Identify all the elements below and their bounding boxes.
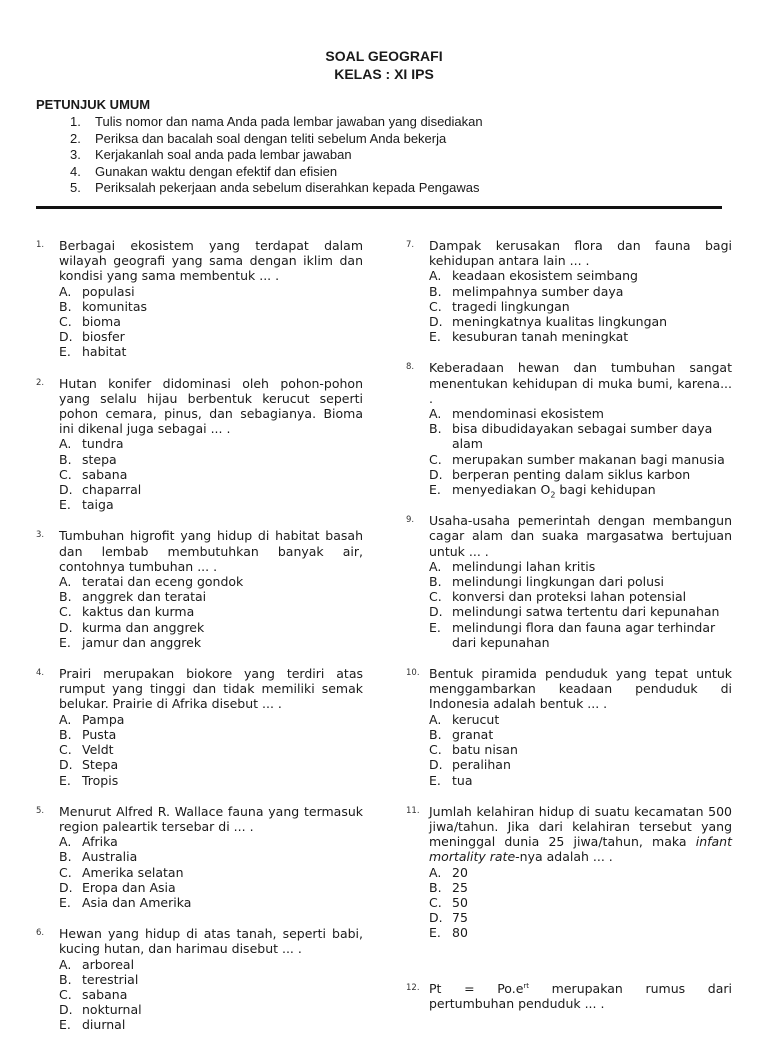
class-label: KELAS : XI IPS (334, 66, 434, 82)
option-letter: B. (59, 298, 72, 314)
option-letter: C. (59, 466, 72, 482)
option-text: peralihan (452, 757, 511, 773)
instruction-text: Kerjakanlah soal anda pada lembar jawaban (95, 147, 352, 162)
answer-option[interactable] (429, 406, 732, 421)
option-letter: A. (429, 711, 442, 727)
option-text: 20 (452, 864, 468, 880)
answer-option[interactable] (59, 757, 363, 772)
instruction-item (70, 164, 483, 181)
option-letter: E. (429, 772, 441, 788)
option-letter: C. (59, 986, 72, 1002)
question-stem: Menurut Alfred R. Wallace fauna yang termasuk region paleartik tersebar di ... . (59, 803, 363, 834)
option-text: melindungi satwa tertentu dari kepunahan (452, 604, 720, 620)
answer-option[interactable] (429, 421, 732, 451)
stem-text: -nya adalah ... . (515, 849, 613, 865)
question-stem: Tumbuhan higrofit yang hidup di habitat basah dan lembab membutuhkan banyak air, contohnya tumbuhan ... . (59, 528, 363, 574)
answer-options (429, 268, 732, 344)
option-text: taiga (82, 497, 114, 513)
question-4 (36, 666, 363, 788)
answer-option[interactable] (59, 727, 363, 742)
option-text: melindungi lingkungan dari polusi (452, 574, 665, 590)
answer-option[interactable] (59, 849, 363, 864)
answer-option[interactable] (429, 559, 732, 574)
question-number: 4. (36, 668, 45, 679)
option-letter: D. (429, 314, 443, 330)
question-11 (406, 804, 732, 941)
answer-option[interactable] (429, 329, 732, 344)
answer-options (59, 574, 363, 650)
option-text: Afrika (82, 834, 118, 850)
option-letter: D. (429, 604, 443, 620)
header-divider (36, 206, 722, 209)
question-7 (406, 238, 732, 344)
question-stem: Berbagai ekosistem yang terdapat dalam wilayah geografi yang sama dengan iklim dan kondisi yang sama membentuk ... . (59, 238, 363, 284)
answer-option[interactable] (429, 895, 732, 910)
answer-option[interactable] (59, 865, 363, 880)
questions-right-column (406, 238, 736, 1027)
option-letter: D. (59, 619, 73, 635)
answer-option[interactable] (429, 910, 732, 925)
answer-option[interactable] (429, 742, 732, 757)
option-text: bioma (82, 314, 121, 330)
question-number: 1. (36, 240, 45, 250)
answer-option[interactable] (59, 1002, 363, 1017)
answer-option[interactable] (429, 314, 732, 329)
option-text: sabana (82, 986, 128, 1002)
answer-option[interactable] (59, 1017, 363, 1032)
answer-option[interactable] (429, 452, 732, 467)
answer-option[interactable] (429, 284, 732, 299)
question-stem: Dampak kerusakan flora dan fauna bagi kehidupan antara lain ... . (429, 238, 732, 269)
option-text: Pusta (82, 726, 117, 742)
answer-options (59, 712, 363, 788)
answer-option[interactable] (59, 834, 363, 849)
question-stem: Bentuk piramida penduduk yang tepat untuk menggambarkan keadaan penduduk di Indonesia adalah bentuk ... . (429, 666, 732, 712)
instructions-heading: PETUNJUK UMUM (36, 97, 151, 112)
answer-option[interactable] (429, 299, 732, 314)
option-text: anggrek dan teratai (82, 589, 207, 605)
questions-left-column (36, 238, 363, 1049)
option-letter: B. (59, 589, 72, 605)
answer-option[interactable] (59, 497, 363, 512)
option-letter: B. (429, 283, 442, 299)
stem-text: Jumlah kelahiran hidup di suatu kecamatan 500 jiwa/tahun. Jika dari kelahiran tersebut yang meninggal dunia 25 jiwa/tahun, maka (429, 803, 732, 850)
option-text: meningkatnya kualitas lingkungan (452, 314, 668, 330)
answer-option[interactable] (59, 712, 363, 727)
answer-options (59, 436, 363, 512)
option-text: kerucut (452, 711, 500, 727)
answer-options (429, 559, 732, 650)
option-letter: A. (59, 436, 72, 452)
question-number: 7. (406, 240, 415, 250)
question-12 (406, 980, 736, 1011)
option-text: 80 (452, 925, 468, 941)
option-letter: E. (59, 497, 71, 513)
stem-italic-term: infant mortality rate (429, 834, 732, 865)
answer-options (59, 834, 363, 910)
answer-option[interactable] (429, 880, 732, 895)
question-stem: Usaha-usaha pemerintah dengan membangun cagar alam dan suaka margasatwa bertujuan untuk ... . (429, 513, 732, 559)
option-text: nokturnal (82, 1002, 142, 1018)
question-number: 9. (406, 515, 415, 526)
option-letter: D. (59, 329, 73, 345)
option-letter: C. (429, 894, 442, 910)
option-letter: E. (59, 344, 71, 360)
answer-option[interactable] (59, 284, 363, 299)
option-letter: A. (59, 283, 72, 299)
stem-text: merupakan rumus dari pertumbuhan penduduk ... . (429, 980, 736, 1011)
option-text: tragedi lingkungan (452, 298, 570, 314)
answer-options (429, 712, 732, 788)
option-letter: C. (429, 298, 442, 314)
option-text: melindungi lahan kritis (452, 558, 596, 574)
option-text: Eropa dan Asia (82, 879, 176, 895)
option-text: melimpahnya sumber daya (452, 283, 624, 299)
option-text: 75 (452, 910, 468, 926)
question-stem: Hutan konifer didominasi oleh pohon-pohon yang selalu hijau berbentuk kerucut seperti pohon cemara, pinus, dan sebagianya. Bioma ini dikenal juga sebagai ... . (59, 375, 363, 437)
instruction-item (70, 131, 483, 148)
option-letter: C. (59, 314, 72, 330)
option-text-part: bagi kehidupan (555, 482, 656, 498)
option-text: bisa dibudidayakan sebagai sumber daya alam (452, 421, 713, 452)
option-letter: B. (429, 574, 442, 590)
option-letter: A. (59, 834, 72, 850)
answer-option[interactable] (59, 773, 363, 788)
option-text: stepa (82, 451, 117, 467)
option-letter: B. (59, 971, 72, 987)
option-letter: A. (429, 558, 442, 574)
option-text: Tropis (82, 772, 119, 788)
option-letter: E. (59, 1017, 71, 1033)
option-letter: B. (429, 726, 442, 742)
option-text: Stepa (82, 757, 119, 773)
question-number: 2. (36, 377, 45, 388)
answer-option[interactable] (429, 467, 732, 482)
option-letter: D. (429, 910, 443, 926)
option-letter: D. (59, 757, 73, 773)
option-letter: A. (59, 711, 72, 727)
instruction-item (70, 114, 483, 131)
answer-options (59, 957, 363, 1033)
option-text: tundra (82, 436, 124, 452)
option-letter: B. (429, 421, 442, 437)
option-text: Asia dan Amerika (82, 894, 192, 910)
instruction-text: Periksalah pekerjaan anda sebelum diserahkan kepada Pengawas (95, 180, 480, 195)
instruction-number: 4. (70, 163, 81, 179)
option-text: 25 (452, 879, 468, 895)
option-letter: E. (59, 894, 71, 910)
answer-options (59, 284, 363, 360)
option-text (452, 482, 732, 500)
option-letter: E. (429, 482, 441, 498)
instruction-item (70, 147, 483, 164)
option-letter: C. (59, 742, 72, 758)
answer-option[interactable] (59, 620, 363, 635)
answer-option[interactable] (59, 987, 363, 1002)
answer-option[interactable] (59, 344, 363, 359)
option-text: Amerika selatan (82, 864, 184, 880)
answer-option[interactable] (429, 268, 732, 283)
option-letter: C. (59, 864, 72, 880)
answer-option[interactable] (59, 604, 363, 619)
option-letter: B. (59, 726, 72, 742)
option-text: merupakan sumber makanan bagi manusia (452, 451, 725, 467)
option-text: sabana (82, 466, 128, 482)
option-letter: B. (59, 849, 72, 865)
answer-option[interactable] (59, 957, 363, 972)
option-letter: D. (59, 1002, 73, 1018)
question-number: 11. (406, 805, 420, 816)
answer-option[interactable] (429, 773, 732, 788)
option-text: mendominasi ekosistem (452, 406, 604, 422)
answer-option[interactable] (429, 865, 732, 880)
option-text: terestrial (82, 971, 139, 987)
answer-option[interactable] (59, 589, 363, 604)
option-text: teratai dan eceng gondok (82, 574, 244, 590)
question-stem: Hewan yang hidup di atas tanah, seperti babi, kucing hutan, dan harimau disebut ... . (59, 926, 363, 957)
instruction-text: Periksa dan bacalah soal dengan teliti sebelum Anda bekerja (95, 130, 447, 146)
instruction-text: Gunakan waktu dengan efektif dan efisien (95, 163, 338, 179)
instruction-number: 2. (70, 130, 81, 146)
question-number: 6. (36, 928, 45, 939)
option-text: habitat (82, 344, 127, 360)
answer-option[interactable] (59, 635, 363, 650)
option-text: Australia (82, 849, 138, 865)
stem-text: Pt = Po.e (429, 980, 524, 996)
answer-option[interactable] (429, 757, 732, 772)
option-text: diurnal (82, 1017, 126, 1033)
option-letter: B. (59, 451, 72, 467)
option-text: komunitas (82, 298, 148, 314)
answer-option[interactable] (59, 880, 363, 895)
option-text: jamur dan anggrek (82, 634, 202, 650)
option-text: chaparral (82, 482, 142, 498)
option-letter: E. (429, 619, 441, 635)
instruction-item (70, 180, 483, 197)
answer-option[interactable] (59, 314, 363, 329)
option-text: granat (452, 726, 494, 742)
question-number: 10. (406, 668, 420, 679)
question-stem: Prairi merupakan biokore yang terdiri atas rumput yang tinggi dan tidak memiliki semak belukar. Prairie di Afrika disebut ... . (59, 666, 363, 712)
answer-option[interactable] (59, 895, 363, 910)
option-text: biosfer (82, 329, 125, 345)
option-text: batu nisan (452, 742, 518, 758)
option-letter: A. (59, 956, 72, 972)
question-number: 8. (406, 362, 415, 373)
answer-option[interactable] (59, 436, 363, 451)
answer-option[interactable] (429, 589, 732, 604)
option-letter: D. (429, 466, 443, 482)
question-3 (36, 528, 363, 650)
instruction-text: Tulis nomor dan nama Anda pada lembar jawaban yang disediakan (95, 114, 483, 129)
question-stem (429, 804, 732, 865)
option-letter: E. (59, 634, 71, 650)
question-10 (406, 666, 732, 788)
question-1 (36, 238, 363, 360)
answer-option[interactable] (59, 742, 363, 757)
answer-option[interactable] (59, 452, 363, 467)
option-letter: C. (59, 604, 72, 620)
option-letter: D. (59, 879, 73, 895)
answer-option[interactable] (429, 574, 732, 589)
option-letter: E. (429, 329, 441, 345)
option-letter: B. (429, 879, 442, 895)
answer-option[interactable] (59, 329, 363, 344)
option-letter: C. (429, 451, 442, 467)
answer-option[interactable] (429, 620, 732, 650)
option-text: tua (452, 772, 473, 788)
answer-option[interactable] (429, 604, 732, 619)
question-number: 5. (36, 805, 45, 816)
option-text: Pampa (82, 711, 125, 727)
answer-options (429, 406, 732, 500)
answer-option[interactable] (59, 574, 363, 589)
option-letter: E. (59, 772, 71, 788)
question-number: 3. (36, 530, 45, 541)
option-text: melindungi flora dan fauna agar terhindar dari kepunahan (452, 619, 716, 650)
answer-option[interactable] (59, 467, 363, 482)
option-letter: E. (429, 925, 441, 941)
instructions-list (70, 114, 483, 197)
subscript: 2 (550, 490, 556, 500)
option-text: Veldt (82, 742, 114, 758)
option-text: populasi (82, 283, 135, 299)
answer-option[interactable] (59, 482, 363, 497)
question-6 (36, 926, 363, 1032)
option-text: arboreal (82, 956, 135, 972)
answer-option[interactable] (429, 925, 732, 940)
instruction-number: 3. (70, 147, 81, 162)
option-text: kurma dan anggrek (82, 619, 205, 635)
question-5 (36, 804, 363, 910)
option-text: keadaan ekosistem seimbang (452, 268, 638, 284)
instruction-number: 5. (70, 180, 81, 195)
option-letter: C. (429, 742, 442, 758)
answer-options (429, 865, 732, 941)
exam-title: SOAL GEOGRAFI (325, 48, 443, 64)
option-letter: D. (429, 757, 443, 773)
option-text: kesuburan tanah meningkat (452, 329, 629, 345)
answer-option[interactable] (429, 712, 732, 727)
question-2 (36, 376, 363, 513)
option-letter: A. (429, 406, 442, 422)
option-letter: A. (429, 864, 442, 880)
answer-option[interactable] (429, 727, 732, 742)
option-letter: C. (429, 589, 442, 605)
answer-option[interactable] (429, 482, 732, 500)
option-letter: D. (59, 482, 73, 498)
question-8 (406, 360, 732, 500)
instruction-number: 1. (70, 114, 81, 129)
option-text-part: menyediakan O (452, 482, 551, 498)
option-text: konversi dan proteksi lahan potensial (452, 589, 687, 605)
option-letter: A. (429, 268, 442, 284)
question-number: 12. (406, 982, 420, 993)
answer-option[interactable] (59, 972, 363, 987)
option-letter: A. (59, 574, 72, 590)
option-text: kaktus dan kurma (82, 604, 195, 620)
question-stem: Keberadaan hewan dan tumbuhan sangat menentukan kehidupan di muka bumi, karena... . (429, 360, 732, 406)
option-text: 50 (452, 894, 468, 910)
answer-option[interactable] (59, 299, 363, 314)
question-9 (406, 513, 732, 650)
question-stem (429, 980, 736, 1011)
superscript: rt (523, 981, 530, 990)
option-text: berperan penting dalam siklus karbon (452, 466, 691, 482)
